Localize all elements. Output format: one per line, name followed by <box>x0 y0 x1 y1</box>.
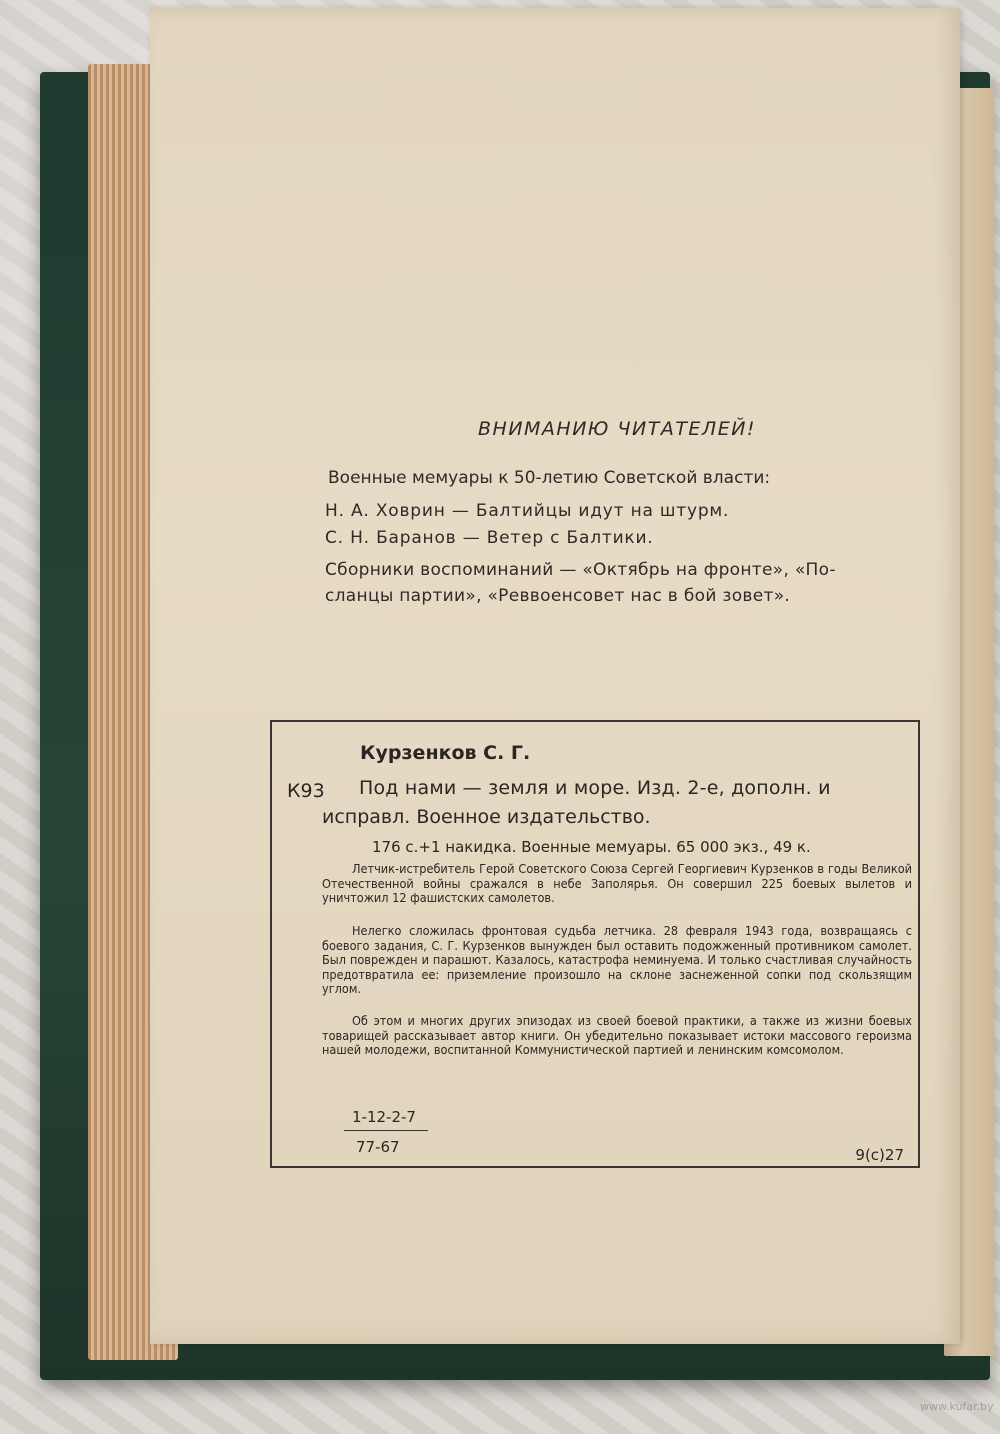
card-code: К93 <box>287 780 325 802</box>
card-title-line1: Под нами — земля и море. Изд. 2-е, дополн. и <box>359 777 831 799</box>
notice-line: Военные мемуары к 50-летию Советской власти: <box>328 468 771 488</box>
card-paragraph: Летчик-истребитель Герой Советского Союза Сергей Георгиевич Курзенков в годы Великой Отечественной войны сражался в небе Заполярья. Он совершил 225 боевых вылетов и уничтожил 12 фашистских самолетов. <box>322 861 912 906</box>
card-paragraph: Об этом и многих других эпизодах из своей боевой практики, а также из жизни боевых товарищей рассказывает автор книги. Он убедительно показывает истоки массового героизма нашей молодежи, воспитанной Коммунистической партией и ленинским комсомолом. <box>322 1013 912 1058</box>
card-bbk-bottom: 77-67 <box>356 1138 400 1156</box>
notice-line: Сборники воспоминаний — «Октябрь на фронте», «По- <box>325 560 836 580</box>
book-page <box>150 8 960 1344</box>
notice-line: сланцы партии», «Реввоенсовет нас в бой зовет». <box>325 586 791 606</box>
card-paragraph: Нелегко сложилась фронтовая судьба летчика. 28 февраля 1943 года, возвращаясь с боевого задания, С. Г. Курзенков вынужден был оставить подожженный противником самолет. Был поврежден и парашют. Казалось, катастрофа неминуема. И только счастливая случайность предотвратила ее: приземление произошло на склоне заснеженной сопки под скользящим углом. <box>322 923 912 997</box>
card-index: 9(с)27 <box>855 1146 904 1164</box>
card-title-line2: исправл. Военное издательство. <box>322 806 651 828</box>
card-description: 176 с.+1 накидка. Военные мемуары. 65 000 экз., 49 к. <box>372 838 811 856</box>
catalog-card <box>270 720 920 1168</box>
notice-heading: ВНИМАНИЮ ЧИТАТЕЛЕЙ! <box>478 418 757 440</box>
watermark: www.kufar.by <box>920 1400 994 1413</box>
card-bbk-rule <box>344 1130 428 1131</box>
card-author: Курзенков С. Г. <box>360 742 531 764</box>
notice-line: Н. А. Ховрин — Балтийцы идут на штурм. <box>325 501 730 521</box>
notice-line: С. Н. Баранов — Ветер с Балтики. <box>325 528 654 548</box>
card-bbk-top: 1-12-2-7 <box>352 1108 416 1126</box>
